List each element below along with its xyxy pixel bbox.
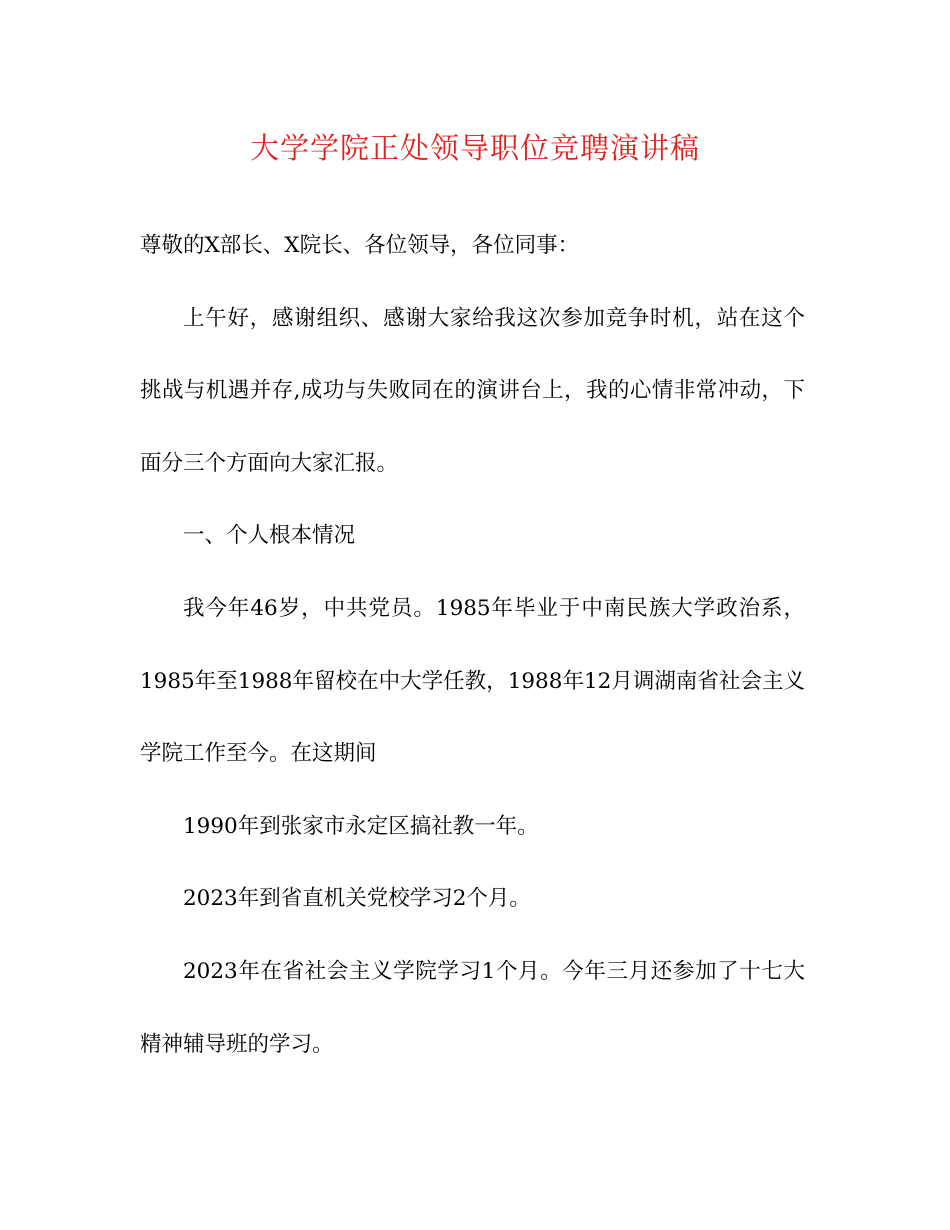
paragraph-salutation: 尊敬的X部长、X院长、各位领导，各位同事： — [140, 233, 580, 258]
paragraph-personal-info: 我今年46岁，中共党员。1985年毕业于中南民族大学政治系，1985年至1988年留校在中大学任教，1988年12月调湖南省社会主义学院工作至今。在这期间 — [140, 595, 805, 767]
document-title: 大学学院正处领导职位竞聘演讲稿 — [249, 131, 700, 165]
paragraph-greeting: 上午好，感谢组织、感谢大家给我这次参加竞争时机，站在这个挑战与机遇并存,成功与失败同在的演讲台上，我的心情非常冲动，下面分三个方面向大家汇报。 — [140, 305, 805, 476]
document-body — [140, 210, 805, 1081]
paragraph-experience-socialist-college: 2023年在省社会主义学院学习1个月。今年三月还参加了十七大精神辅导班的学习。 — [140, 958, 805, 1057]
paragraph-experience-party-school: 2023年到省直机关党校学习2个月。 — [183, 886, 531, 912]
paragraph-experience-1990: 1990年到张家市永定区搞社教一年。 — [183, 813, 539, 839]
section-heading-personal-info: 一、个人根本情况 — [183, 523, 356, 549]
